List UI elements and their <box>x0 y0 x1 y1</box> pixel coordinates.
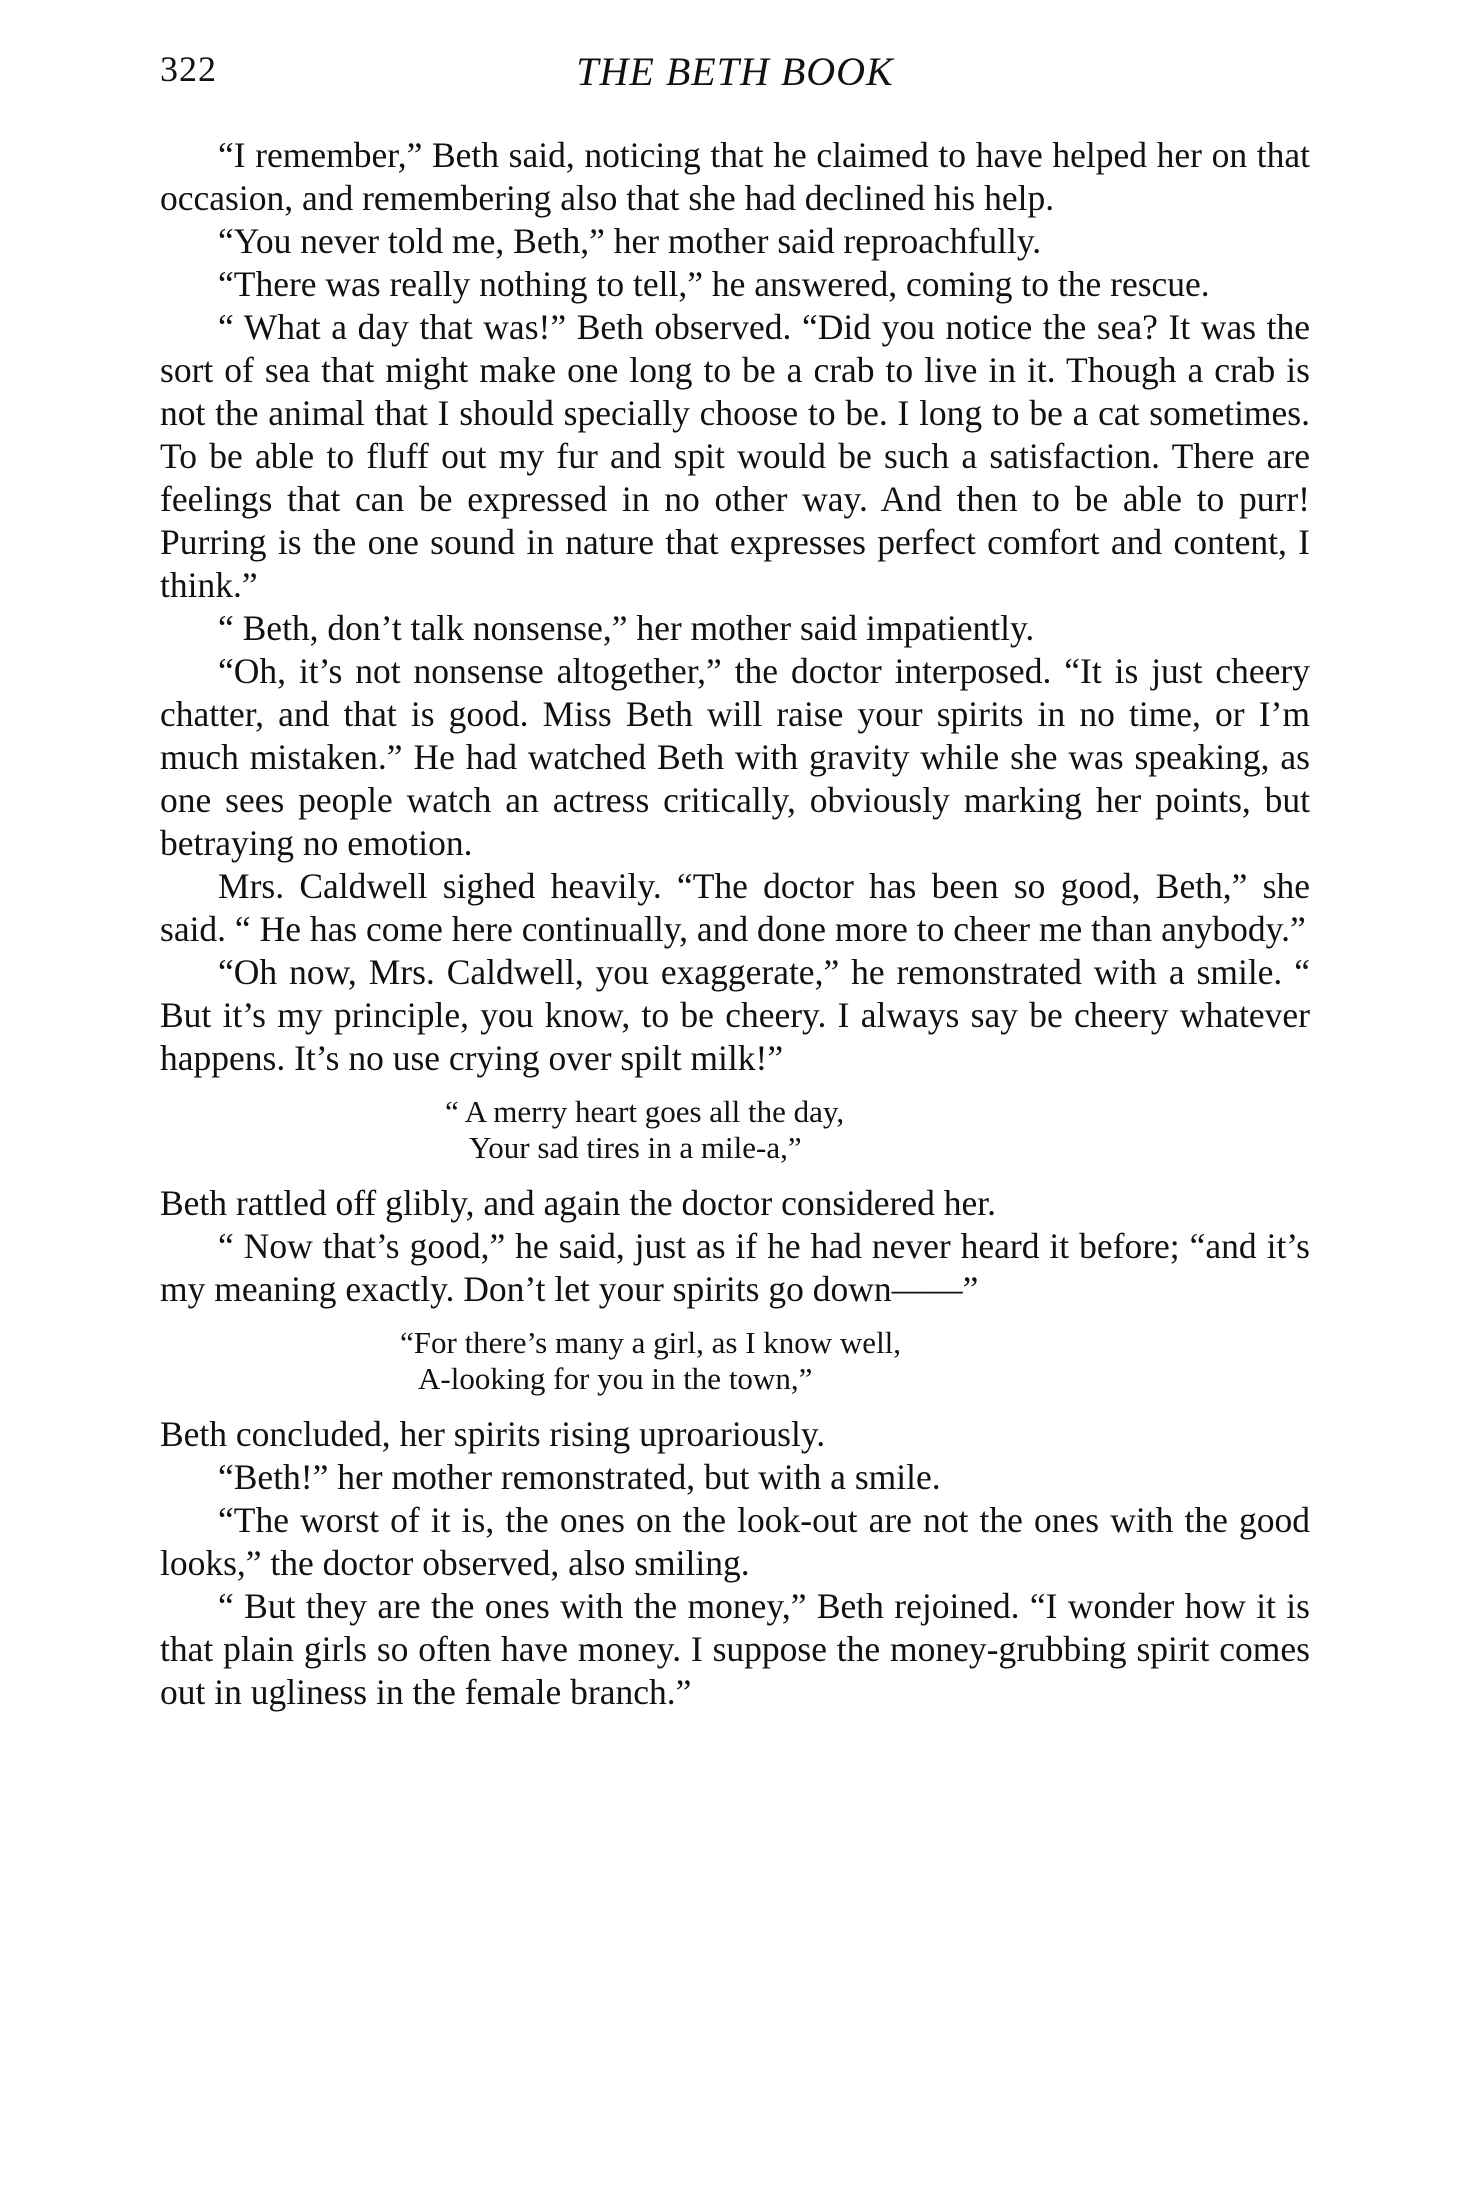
paragraph: “There was really nothing to tell,” he answered, coming to the rescue. <box>218 264 1210 304</box>
paragraph: “ Now that’s good,” he said, just as if he had never heard it before; “and it’s my meaning exactly. Don’t let your spirits go down——” <box>160 1226 1310 1309</box>
verse-line: “For there’s many a girl, as I know well, <box>400 1325 902 1360</box>
paragraph: Beth concluded, her spirits rising uproariously. <box>160 1414 826 1454</box>
verse-line: Your sad tires in a mile-a,” <box>469 1130 802 1165</box>
paragraph: “Oh, it’s not nonsense altogether,” the doctor interposed. “It is just cheery chatter, and that is good. Miss Beth will raise your spirits in no time, or I’m much mistaken.” He had watched Beth with gravity while she was speaking, as one sees people watch an actress critically, obviously marking her points, but betraying no emotion. <box>160 651 1310 863</box>
paragraph: “ Beth, don’t talk nonsense,” her mother said impatiently. <box>218 608 1035 648</box>
verse-line: A-looking for you in the town,” <box>418 1361 813 1396</box>
page-header <box>160 48 1310 108</box>
paragraph: Mrs. Caldwell sighed heavily. “The doctor has been so good, Beth,” she said. “ He has come here continually, and done more to cheer me than anybody.” <box>160 866 1310 949</box>
paragraph: “Beth!” her mother remonstrated, but with a smile. <box>218 1457 941 1497</box>
paragraph: “Oh now, Mrs. Caldwell, you exaggerate,” he remonstrated with a smile. “ But it’s my principle, you know, to be cheery. I always say be cheery whatever happens. It’s no use crying over spilt milk!” <box>160 952 1310 1078</box>
paragraph: “ But they are the ones with the money,” Beth rejoined. “I wonder how it is that plain girls so often have money. I suppose the money-grubbing spirit comes out in ugliness in the female branch.” <box>160 1586 1310 1712</box>
paragraph: Beth rattled off glibly, and again the doctor considered her. <box>160 1183 996 1223</box>
paragraph: “You never told me, Beth,” her mother said reproachfully. <box>218 221 1042 261</box>
page-number: 322 <box>160 49 217 89</box>
verse-quote <box>160 1094 1310 1166</box>
body-text <box>160 134 1310 1714</box>
paragraph: “The worst of it is, the ones on the look-out are not the ones with the good looks,” the doctor observed, also smiling. <box>160 1500 1310 1583</box>
verse-quote <box>160 1325 1310 1397</box>
running-title: THE BETH BOOK <box>576 49 894 94</box>
paragraph: “I remember,” Beth said, noticing that he claimed to have helped her on that occasion, and remembering also that she had declined his help. <box>160 135 1310 218</box>
verse-line: “ A merry heart goes all the day, <box>445 1094 845 1129</box>
paragraph: “ What a day that was!” Beth observed. “Did you notice the sea? It was the sort of sea that might make one long to be a crab to live in it. Though a crab is not the animal that I should specially choose to be. I long to be a cat sometimes. To be able to fluff out my fur and spit would be such a satisfaction. There are feelings that can be expressed in no other way. And then to be able to purr! Purring is the one sound in nature that expresses perfect comfort and content, I think.” <box>160 307 1310 605</box>
